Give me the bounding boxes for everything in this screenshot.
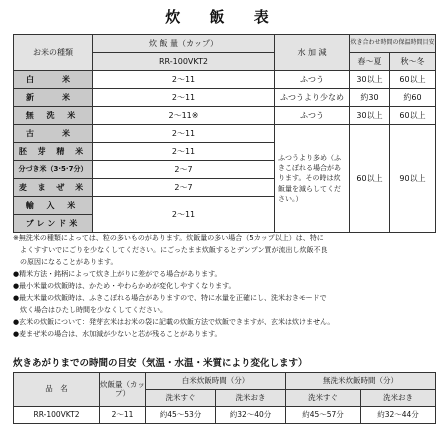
water-level: ふつうより少なめ <box>275 89 350 107</box>
keep-warm-spring: 30以上 <box>350 107 390 125</box>
header-wash-wait: 洗米おき <box>216 390 286 407</box>
keep-warm-autumn: 約60 <box>390 89 436 107</box>
page-title: 炊 飯 表 <box>165 8 281 26</box>
header-wash-wait: 洗米おき <box>361 390 436 407</box>
cook-amount: 2〜11 <box>100 407 146 424</box>
rice-name: 古 米 <box>14 125 93 143</box>
table-row <box>14 107 436 125</box>
header-spring-summer: 春〜夏 <box>350 53 390 71</box>
cook-amount: 2〜11 <box>93 89 275 107</box>
musen-wash-now-time: 約45〜57分 <box>286 407 361 424</box>
water-level: ふつう <box>275 71 350 89</box>
cook-amount: 2〜11 <box>93 143 275 161</box>
white-wash-now-time: 約45〜53分 <box>146 407 216 424</box>
rice-name: 輸 入 米 <box>14 197 93 215</box>
note-line: ●麦まぜ米の場合は、水加減が少ないと芯が残ることがあります。 <box>13 330 222 338</box>
header-wash-now: 洗米すぐ <box>146 390 216 407</box>
white-wash-wait-time: 約32〜40分 <box>216 407 286 424</box>
header-cook-amount: 炊 飯 量（カップ） <box>93 35 275 53</box>
cook-amount: 2〜7 <box>93 161 275 179</box>
header-keep-warm: 炊き合わせ時間の保温時間目安 <box>350 35 436 53</box>
header-musen-rice: 無洗米炊飯時間（分） <box>286 373 436 390</box>
header-model: RR-100VKT2 <box>93 53 275 71</box>
cooking-table <box>13 34 436 233</box>
model-name: RR-100VKT2 <box>14 407 100 424</box>
note-line: ●最小米量の炊飯時は、かため・やわらかめが変化しやすくなります。 <box>13 282 236 290</box>
note-line: の原因になることがあります。 <box>20 258 118 266</box>
header-product: 品 名 <box>14 373 100 407</box>
cook-amount: 2〜11 <box>93 71 275 89</box>
keep-warm-autumn: 60以上 <box>390 107 436 125</box>
rice-name: ブレンド米 <box>14 215 93 233</box>
keep-warm-spring: 30以上 <box>350 71 390 89</box>
note-line: ●玄米の炊飯について：発芽玄米はお米の袋に記載の炊飯方法で炊飯できますが、玄米は炊けません。 <box>13 318 335 326</box>
rice-name: 麦 ま ぜ 米 <box>14 179 93 197</box>
note-line: よくすすいでにごりを少なくしてください。にごったまま炊飯するとデンプン質が流出し炊飯不良 <box>20 246 328 254</box>
header-white-rice: 白米炊飯時間（分） <box>146 373 286 390</box>
note-line: ※無洗米の種類によっては、粒の多いものがあります。炊飯量の多い場合（5カップ以上）は、特に <box>13 234 324 242</box>
table-row <box>14 89 436 107</box>
table-row <box>14 407 436 424</box>
keep-warm-autumn-merged: 90以上 <box>390 125 436 233</box>
rice-name: 胚 芽 精 米 <box>14 143 93 161</box>
note-line: ●精米方法・銘柄によって炊き上がりに差がでる場合があります。 <box>13 270 222 278</box>
cook-amount: 2〜7 <box>93 179 275 197</box>
header-wash-now: 洗米すぐ <box>286 390 361 407</box>
table-row <box>14 71 436 89</box>
notes-section <box>13 232 437 340</box>
rice-name: 白 米 <box>14 71 93 89</box>
keep-warm-autumn: 60以上 <box>390 71 436 89</box>
note-line: 炊く場合はひたし時間を少なくしてください。 <box>20 306 167 314</box>
note-line: ●最大米量の炊飯時は、ふきこぼれる場合がありますので、特に水量を正確にし、洗米おきモードで <box>13 294 327 302</box>
musen-wash-wait-time: 約32〜44分 <box>361 407 436 424</box>
header-autumn-winter: 秋〜冬 <box>390 53 436 71</box>
water-note-merged: ふつうより多め（ふきこぼれる場合があります。その時は炊飯量を減らしてください。） <box>275 125 350 233</box>
table-row <box>14 125 436 143</box>
time-table <box>13 372 436 424</box>
cook-amount: 2〜11 <box>93 197 275 233</box>
rice-name: 新 米 <box>14 89 93 107</box>
rice-name: 無 洗 米 <box>14 107 93 125</box>
cook-amount: 2〜11※ <box>93 107 275 125</box>
rice-name: 分づき米（3·5·7分） <box>14 161 93 179</box>
time-table-title: 炊きあがりまでの時間の目安（気温・水温・米質により変化します） <box>13 358 308 369</box>
header-water: 水 加 減 <box>275 35 350 71</box>
cook-amount: 2〜11 <box>93 125 275 143</box>
header-amount: 炊飯量（カップ） <box>100 373 146 407</box>
water-level: ふつう <box>275 107 350 125</box>
keep-warm-spring-merged: 60以上 <box>350 125 390 233</box>
keep-warm-spring: 約30 <box>350 89 390 107</box>
header-rice-type: お米の種類 <box>14 35 93 71</box>
